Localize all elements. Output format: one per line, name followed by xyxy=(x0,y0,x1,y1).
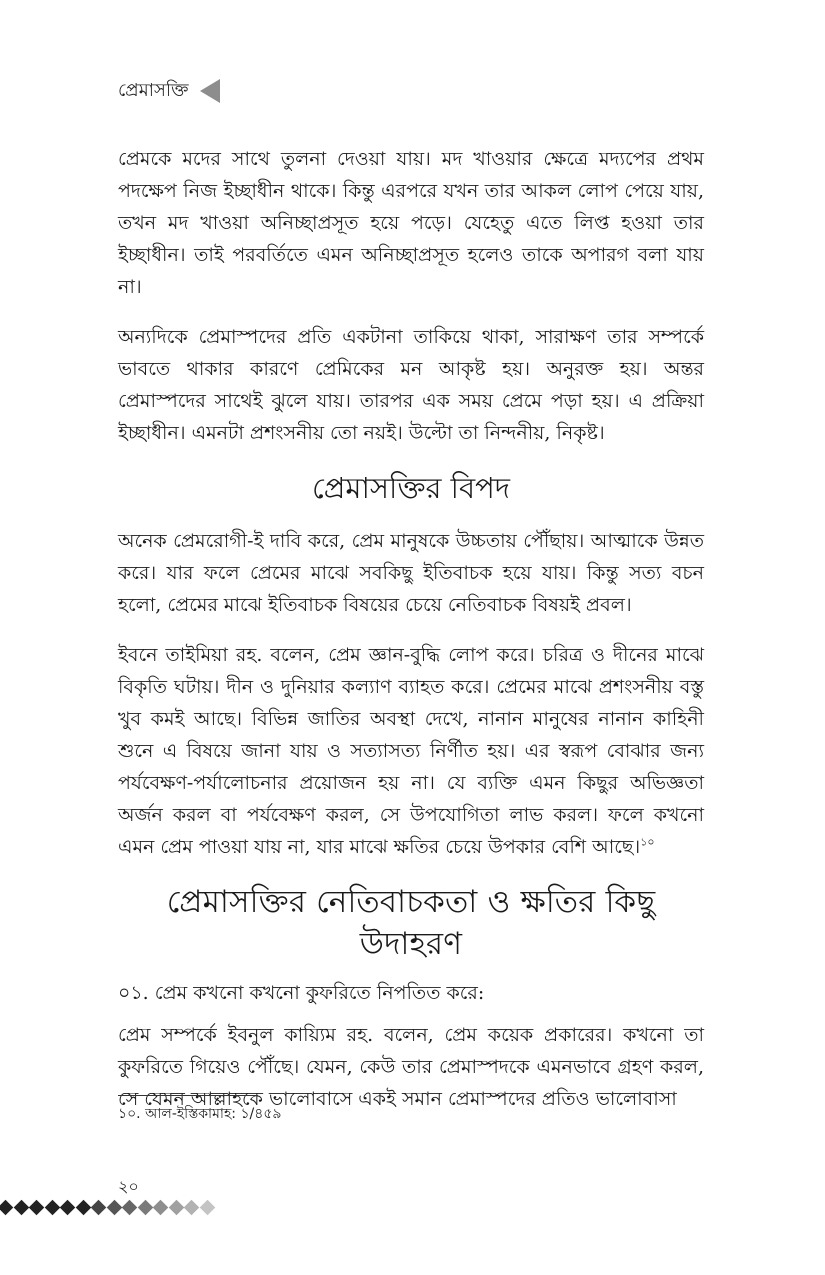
diamond-icon xyxy=(13,1199,29,1215)
diamond-icon xyxy=(44,1199,60,1215)
diamond-icon xyxy=(91,1199,107,1215)
diamond-icon xyxy=(75,1199,91,1215)
footnote-reference[interactable]: ১০ xyxy=(640,835,655,849)
paragraph-5: প্রেম সম্পর্কে ইবনুল কায়্যিম রহ. বলেন, প্রেম কয়েক প্রকারের। কখনো তা কুফরিতে গিয়েও পৌঁছে। যেমন, কেউ তার প্রেমাস্পদকে এমনভাবে গ্রহণ করল, সে যেমন আল্লাহকে ভালোবাসে একই সমান প্রেমাস্পদের প্রতিও ভালোবাসা xyxy=(118,1024,704,1110)
diamond-icon xyxy=(168,1199,184,1215)
diamond-icon xyxy=(0,1199,13,1215)
paragraph-4-text: ইবনে তাইমিয়া রহ. বলেন, প্রেম জ্ঞান-বুদ্ধি লোপ করে। চরিত্র ও দীনের মাঝে বিকৃতি ঘটায়। দীন ও দুনিয়ার কল্যাণ ব্যাহত করে। প্রেমের মাঝে প্রশংসনীয় বস্তু খুব কমই আছে। বিভিন্ন জাতির অবস্থা দেখে, নানান মানুষের নানান কাহিনী শুনে এ বিষয়ে জানা যায় ও সত্যাসত্য নির্ণীত হয়। এর স্বরূপ বোঝার জন্য পর্যবেক্ষণ-পর্যালোচনার প্রয়োজন হয় না। যে ব্যক্তি এমন কিছুর অভিজ্ঞতা অর্জন করল বা পর্যবেক্ষণ করল, সে উপযোগিতা লাভ করল। ফলে কখনো এমন প্রেম পাওয়া যায় না, যার মাঝে ক্ষতির চেয়ে উপকার বেশি আছে। xyxy=(118,644,704,858)
diamond-icon xyxy=(199,1199,215,1215)
diamond-ornament xyxy=(0,1196,217,1218)
diamond-icon xyxy=(106,1199,122,1215)
footnote: ১০. আল-ইস্তিকামাহ: ১/৪৫৯ xyxy=(118,1106,282,1122)
diamond-icon xyxy=(29,1199,45,1215)
paragraph-2: অন্যদিকে প্রেমাস্পদের প্রতি একটানা তাকিয়ে থাকা, সারাক্ষণ তার সম্পর্কে ভাবতে থাকার কারণে প্রেমিকের মন আকৃষ্ট হয়। অনুরক্ত হয়। অন্তর প্রেমাস্পদের সাথেই ঝুলে যায়। তারপর এক সময় প্রেমে পড়া হয়। এ প্রক্রিয়া ইচ্ছাধীন। এমনটা প্রশংসনীয় তো নয়ই। উল্টো তা নিন্দনীয়, নিকৃষ্ট। xyxy=(118,326,704,444)
diamond-icon xyxy=(184,1199,200,1215)
running-header-title: প্রেমাসক্তি xyxy=(118,79,189,101)
section-heading-examples: প্রেমাসক্তির নেতিবাচকতা ও ক্ষতির কিছু উদাহরণ xyxy=(166,884,656,962)
page-number: ২০ xyxy=(118,1177,139,1196)
section-heading-danger: প্রেমাসক্তির বিপদ xyxy=(311,471,511,505)
footnote-divider xyxy=(118,1095,258,1096)
page-body xyxy=(118,143,704,1115)
triangle-left-icon xyxy=(200,79,220,103)
diamond-icon xyxy=(153,1199,169,1215)
subheading-01: ০১. প্রেম কখনো কখনো কুফরিতে নিপতিত করে: xyxy=(118,982,485,1004)
diamond-icon xyxy=(60,1199,76,1215)
paragraph-4 xyxy=(118,639,704,863)
running-header xyxy=(118,74,220,108)
paragraph-1: প্রেমকে মদের সাথে তুলনা দেওয়া যায়। মদ খাওয়ার ক্ষেত্রে মদ্যপের প্রথম পদক্ষেপ নিজ ইচ্ছাধীন থাকে। কিন্তু এরপরে যখন তার আকল লোপ পেয়ে যায়, তখন মদ খাওয়া অনিচ্ছাপ্রসূত হয়ে পড়ে। যেহেতু এতে লিপ্ত হওয়া তার ইচ্ছাধীন। তাই পরবর্তিতে এমন অনিচ্ছাপ্রসূত হলেও তাকে অপারগ বলা যায় না। xyxy=(118,148,704,298)
diamond-icon xyxy=(137,1199,153,1215)
paragraph-3: অনেক প্রেমরোগী-ই দাবি করে, প্রেম মানুষকে উচ্চতায় পৌঁছায়। আত্মাকে উন্নত করে। যার ফলে প্রেমের মাঝে সবকিছু ইতিবাচক হয়ে যায়। কিন্তু সত্য বচন হলো, প্রেমের মাঝে ইতিবাচক বিষয়ের চেয়ে নেতিবাচক বিষয়ই প্রবল। xyxy=(118,530,704,616)
diamond-icon xyxy=(122,1199,138,1215)
